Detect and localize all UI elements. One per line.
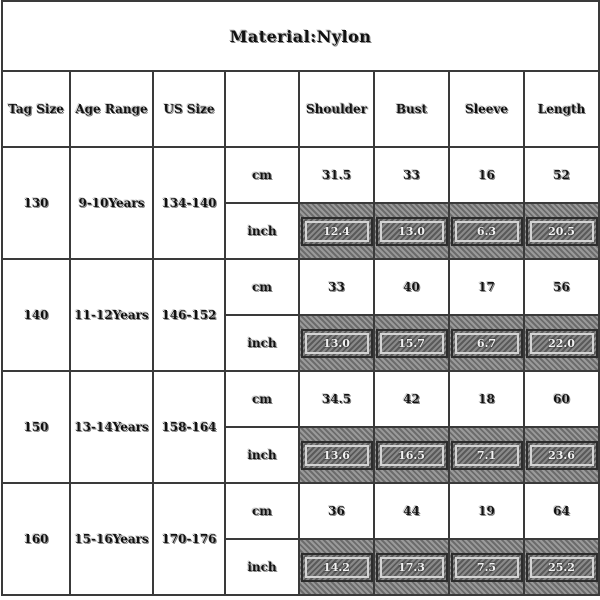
shoulder-inch-value: 13.0 bbox=[301, 329, 373, 358]
age-range-cell: 11-12Years bbox=[70, 259, 153, 371]
shoulder-inch-cell bbox=[299, 315, 374, 371]
header-length: Length bbox=[524, 71, 599, 147]
unit-cm-cell: cm bbox=[225, 483, 299, 539]
unit-cm-cell: cm bbox=[225, 259, 299, 315]
table-row bbox=[2, 483, 599, 539]
table-row bbox=[2, 147, 599, 203]
bust-cm-cell: 40 bbox=[374, 259, 449, 315]
length-cm-cell: 64 bbox=[524, 483, 599, 539]
sleeve-cm-cell: 19 bbox=[449, 483, 524, 539]
shoulder-inch-value: 12.4 bbox=[301, 217, 373, 246]
bust-inch-value: 13.0 bbox=[376, 217, 448, 246]
bust-inch-value: 17.3 bbox=[376, 553, 448, 582]
bust-inch-cell bbox=[374, 203, 449, 259]
sleeve-cm-cell: 18 bbox=[449, 371, 524, 427]
length-inch-cell bbox=[524, 539, 599, 595]
shoulder-inch-value: 13.6 bbox=[301, 441, 373, 470]
sleeve-inch-cell bbox=[449, 427, 524, 483]
tag-size-cell: 140 bbox=[2, 259, 70, 371]
sleeve-inch-value: 6.3 bbox=[451, 217, 523, 246]
length-inch-value: 23.6 bbox=[526, 441, 598, 470]
age-range-cell: 15-16Years bbox=[70, 483, 153, 595]
length-inch-value: 20.5 bbox=[526, 217, 598, 246]
table-row bbox=[2, 371, 599, 427]
length-inch-cell bbox=[524, 315, 599, 371]
us-size-cell: 146-152 bbox=[153, 259, 225, 371]
length-inch-cell bbox=[524, 203, 599, 259]
length-cm-cell: 56 bbox=[524, 259, 599, 315]
sleeve-inch-cell bbox=[449, 315, 524, 371]
bust-inch-cell bbox=[374, 427, 449, 483]
sleeve-inch-value: 7.1 bbox=[451, 441, 523, 470]
shoulder-inch-value: 14.2 bbox=[301, 553, 373, 582]
header-bust: Bust bbox=[374, 71, 449, 147]
bust-inch-cell bbox=[374, 539, 449, 595]
age-range-cell: 9-10Years bbox=[70, 147, 153, 259]
table-title: Material:Nylon bbox=[2, 1, 599, 71]
sleeve-inch-cell bbox=[449, 539, 524, 595]
header-sleeve: Sleeve bbox=[449, 71, 524, 147]
unit-inch-cell: inch bbox=[225, 427, 299, 483]
shoulder-inch-cell bbox=[299, 203, 374, 259]
tag-size-cell: 160 bbox=[2, 483, 70, 595]
unit-inch-cell: inch bbox=[225, 315, 299, 371]
size-table bbox=[1, 0, 600, 596]
sleeve-cm-cell: 17 bbox=[449, 259, 524, 315]
header-tag-size: Tag Size bbox=[2, 71, 70, 147]
unit-cm-cell: cm bbox=[225, 147, 299, 203]
length-inch-cell bbox=[524, 427, 599, 483]
header-age-range: Age Range bbox=[70, 71, 153, 147]
tag-size-cell: 130 bbox=[2, 147, 70, 259]
shoulder-cm-cell: 33 bbox=[299, 259, 374, 315]
shoulder-cm-cell: 31.5 bbox=[299, 147, 374, 203]
shoulder-cm-cell: 36 bbox=[299, 483, 374, 539]
header-us-size: US Size bbox=[153, 71, 225, 147]
length-inch-value: 25.2 bbox=[526, 553, 598, 582]
sleeve-cm-cell: 16 bbox=[449, 147, 524, 203]
sleeve-inch-value: 6.7 bbox=[451, 329, 523, 358]
shoulder-inch-cell bbox=[299, 539, 374, 595]
length-cm-cell: 60 bbox=[524, 371, 599, 427]
header-unit bbox=[225, 71, 299, 147]
length-cm-cell: 52 bbox=[524, 147, 599, 203]
shoulder-inch-cell bbox=[299, 427, 374, 483]
bust-cm-cell: 33 bbox=[374, 147, 449, 203]
header-shoulder: Shoulder bbox=[299, 71, 374, 147]
us-size-cell: 158-164 bbox=[153, 371, 225, 483]
bust-inch-cell bbox=[374, 315, 449, 371]
length-inch-value: 22.0 bbox=[526, 329, 598, 358]
tag-size-cell: 150 bbox=[2, 371, 70, 483]
bust-inch-value: 15.7 bbox=[376, 329, 448, 358]
bust-cm-cell: 44 bbox=[374, 483, 449, 539]
shoulder-cm-cell: 34.5 bbox=[299, 371, 374, 427]
table-row bbox=[2, 259, 599, 315]
unit-inch-cell: inch bbox=[225, 203, 299, 259]
sleeve-inch-cell bbox=[449, 203, 524, 259]
unit-inch-cell: inch bbox=[225, 539, 299, 595]
bust-inch-value: 16.5 bbox=[376, 441, 448, 470]
unit-cm-cell: cm bbox=[225, 371, 299, 427]
sleeve-inch-value: 7.5 bbox=[451, 553, 523, 582]
age-range-cell: 13-14Years bbox=[70, 371, 153, 483]
us-size-cell: 170-176 bbox=[153, 483, 225, 595]
us-size-cell: 134-140 bbox=[153, 147, 225, 259]
bust-cm-cell: 42 bbox=[374, 371, 449, 427]
